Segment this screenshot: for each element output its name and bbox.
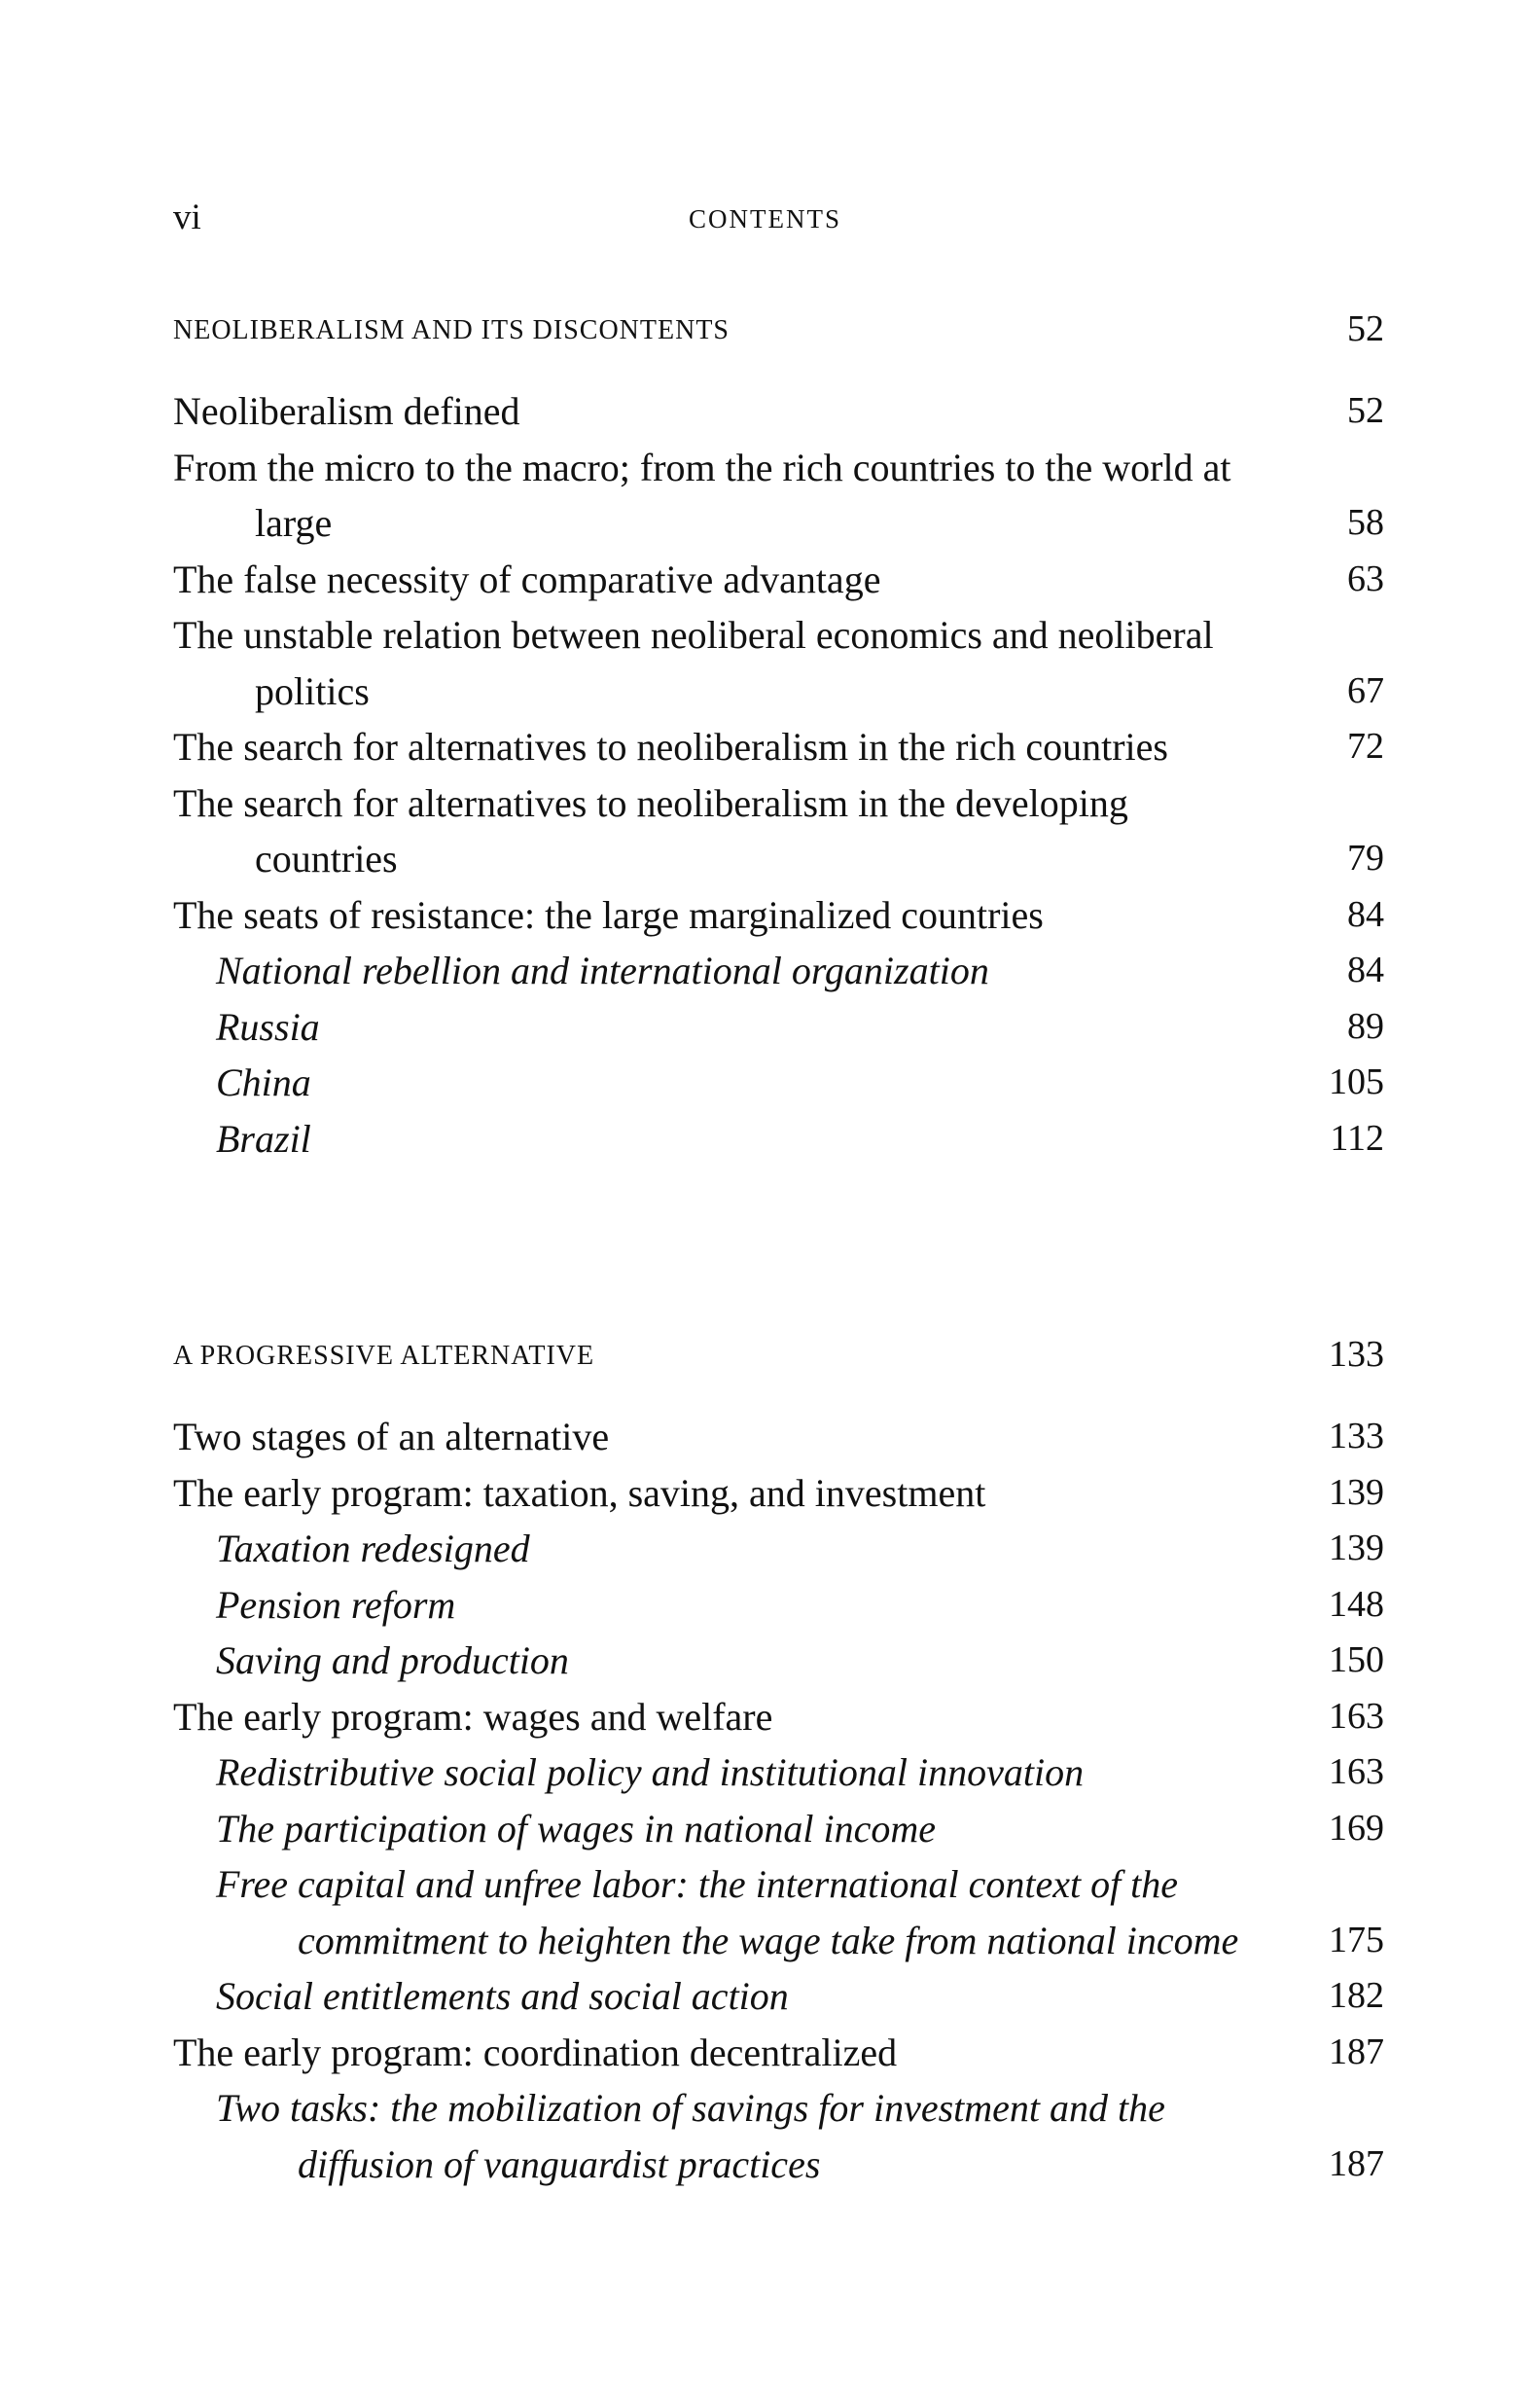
toc-entry-page: 187: [1329, 2142, 1384, 2184]
toc-entry: [173, 607, 1384, 719]
toc-entry: [173, 552, 1384, 608]
toc-entry-page: 89: [1347, 1005, 1384, 1047]
toc-entry-title: The seats of resistance: the large marginalized countries: [173, 892, 1044, 937]
toc-entry-page: 84: [1347, 950, 1384, 990]
section-heading: [173, 1333, 1384, 1389]
toc-section-progressive-alternative: [173, 1333, 1384, 2192]
toc-entry-page: 52: [1347, 390, 1384, 431]
toc-entry-page: 63: [1347, 557, 1384, 599]
toc-subentry: [173, 1633, 1384, 1689]
toc-section-neoliberalism: [173, 307, 1384, 1167]
toc-entry-title: Neoliberalism defined: [173, 389, 520, 433]
toc-entry-page: 150: [1329, 1639, 1384, 1680]
toc-subentry-title: Redistributive social policy and institutional innovation: [216, 1750, 1085, 1794]
section-title: A PROGRESSIVE ALTERNATIVE: [173, 1341, 595, 1371]
toc-subentry: [173, 1744, 1384, 1801]
toc-entry: [173, 719, 1384, 775]
running-head: [173, 197, 1384, 245]
toc-subentry-title: Taxation redesigned: [216, 1527, 530, 1570]
toc-entry: [173, 1409, 1384, 1465]
toc-subentry: [173, 943, 1384, 999]
toc-entry-page: 187: [1329, 2031, 1384, 2072]
toc-subentry: [173, 1111, 1384, 1168]
toc-entry-page: 169: [1329, 1807, 1384, 1849]
toc-subentry-title: National rebellion and international organization: [216, 949, 989, 992]
toc-subentry-title: Saving and production: [216, 1638, 569, 1682]
toc-entry: [173, 887, 1384, 944]
toc-subentry: [173, 2080, 1384, 2192]
toc-subentry-title: China: [216, 1060, 311, 1104]
toc-subentry-title: Social entitlements and social action: [216, 1974, 789, 2018]
toc-entry: [173, 775, 1384, 887]
toc-entry-title: The unstable relation between neoliberal economics and neoliberal politics: [173, 613, 1214, 713]
toc-subentry: [173, 1521, 1384, 1577]
toc-entry-page: 79: [1347, 838, 1384, 879]
toc-entry-page: 175: [1329, 1919, 1384, 1960]
toc-subentry-title: The participation of wages in national income: [216, 1806, 936, 1851]
toc-subentry: [173, 1055, 1384, 1111]
toc-entry: [173, 2025, 1384, 2081]
toc-entry-title: The early program: wages and welfare: [173, 1694, 773, 1739]
toc-entry-title: The search for alternatives to neoliberalism in the rich countries: [173, 725, 1168, 769]
toc-entry-page: 133: [1329, 1416, 1384, 1456]
toc-entry: [173, 440, 1384, 552]
toc-entry-list: [173, 383, 1384, 1167]
section-heading: [173, 307, 1384, 364]
toc-entry-list: [173, 1409, 1384, 2192]
toc-entry-page: 139: [1329, 1471, 1384, 1513]
toc-subentry: [173, 999, 1384, 1056]
toc-entry-page: 182: [1329, 1975, 1384, 2016]
toc-subentry: [173, 1801, 1384, 1857]
running-title: CONTENTS: [689, 204, 841, 234]
page-folio: vi: [173, 198, 201, 237]
toc-entry-page: 58: [1347, 502, 1384, 543]
toc-subentry: [173, 1577, 1384, 1634]
toc-entry-title: The early program: coordination decentralized: [173, 2030, 898, 2074]
toc-entry-page: 72: [1347, 726, 1384, 767]
section-title: NEOLIBERALISM AND ITS DISCONTENTS: [173, 315, 730, 345]
toc-entry-page: 148: [1329, 1583, 1384, 1625]
toc-entry-page: 105: [1329, 1061, 1384, 1102]
toc-entry-page: 84: [1347, 893, 1384, 935]
toc-subentry-title: Russia: [216, 1004, 320, 1049]
toc-subentry-title: Free capital and unfree labor: the international context of the commitment to heighten the wage take from national income: [216, 1862, 1239, 1962]
toc-entry-page: 112: [1330, 1117, 1384, 1159]
toc-subentry: [173, 1968, 1384, 2025]
toc-entry: [173, 1465, 1384, 1522]
toc-entry-title: The early program: taxation, saving, and investment: [173, 1470, 986, 1515]
toc-subentry-title: Brazil: [216, 1116, 311, 1161]
toc-entry-page: 163: [1329, 1751, 1384, 1792]
toc-entry: [173, 1689, 1384, 1745]
section-page-number: 133: [1329, 1334, 1384, 1375]
toc-entry-title: The search for alternatives to neoliberalism in the developing countries: [173, 780, 1128, 881]
toc-entry: [173, 383, 1384, 440]
toc-subentry: [173, 1856, 1384, 1968]
section-page-number: 52: [1347, 308, 1384, 349]
toc-entry-page: 67: [1347, 669, 1384, 711]
toc-entry-title: Two stages of an alternative: [173, 1415, 610, 1458]
toc-entry-page: 163: [1329, 1695, 1384, 1737]
toc-subentry-title: Pension reform: [216, 1582, 456, 1627]
toc-entry-title: From the micro to the macro; from the rich countries to the world at large: [173, 445, 1231, 545]
toc-entry-title: The false necessity of comparative advantage: [173, 557, 881, 601]
toc-subentry-title: Two tasks: the mobilization of savings for investment and the diffusion of vanguardist practices: [216, 2086, 1165, 2186]
toc-entry-page: 139: [1329, 1527, 1384, 1568]
